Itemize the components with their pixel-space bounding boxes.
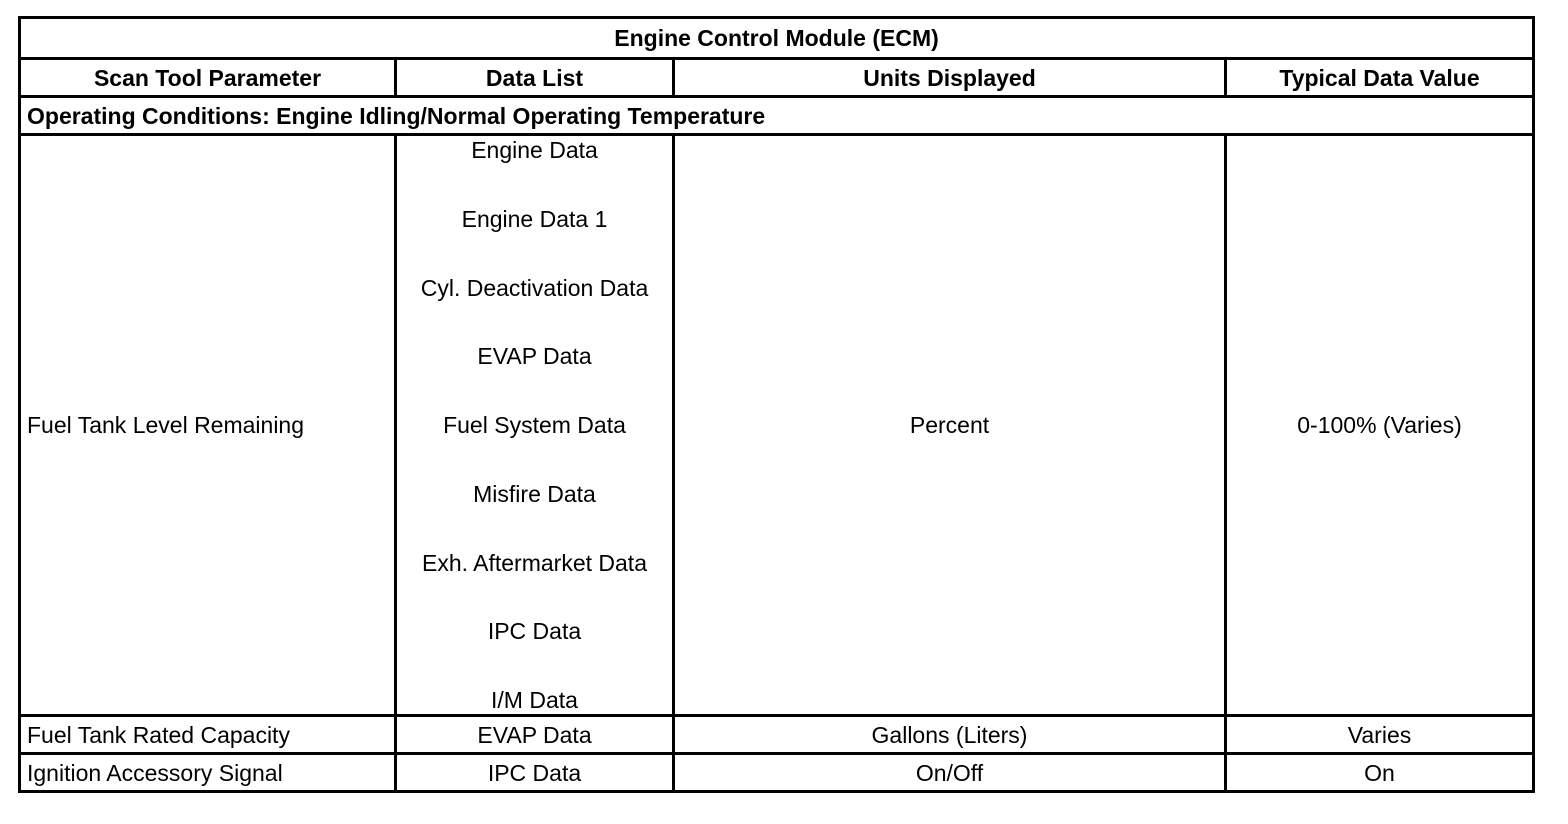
parameter-cell: Ignition Accessory Signal [20,754,396,792]
data-list-item: I/M Data [491,687,578,713]
typical-value-cell: 0-100% (Varies) [1226,135,1534,716]
data-list-cell: EVAP Data [396,716,674,754]
data-list-cell [396,135,674,716]
table-title-row [20,18,1534,59]
ecm-data-table [18,16,1535,793]
data-list-stack [403,137,666,713]
table-header-row [20,59,1534,97]
operating-conditions: Operating Conditions: Engine Idling/Normal Operating Temperature [20,97,1534,135]
table-row [20,716,1534,754]
data-list-item: IPC Data [487,618,582,645]
table-row [20,754,1534,792]
header-data-list: Data List [396,59,674,97]
header-units-displayed: Units Displayed [674,59,1226,97]
operating-conditions-row [20,97,1534,135]
typical-value-cell: On [1226,754,1534,792]
parameter-cell: Fuel Tank Rated Capacity [20,716,396,754]
units-cell: Percent [674,135,1226,716]
header-typical-data-value: Typical Data Value [1226,59,1534,97]
data-list-item: Engine Data [471,137,598,163]
data-list-item: Cyl. Deactivation Data [420,274,649,301]
header-scan-tool-parameter: Scan Tool Parameter [20,59,396,97]
units-cell: On/Off [674,754,1226,792]
data-list-item: EVAP Data [477,343,592,370]
data-list-item: Engine Data 1 [461,205,608,232]
data-list-item: Misfire Data [473,480,596,507]
data-list-cell: IPC Data [396,754,674,792]
data-list-item: Exh. Aftermarket Data [422,549,647,576]
parameter-cell: Fuel Tank Level Remaining [20,135,396,716]
table-title: Engine Control Module (ECM) [20,18,1534,59]
data-list-item: Fuel System Data [443,412,626,438]
table-row [20,135,1534,716]
units-cell: Gallons (Liters) [674,716,1226,754]
typical-value-cell: Varies [1226,716,1534,754]
